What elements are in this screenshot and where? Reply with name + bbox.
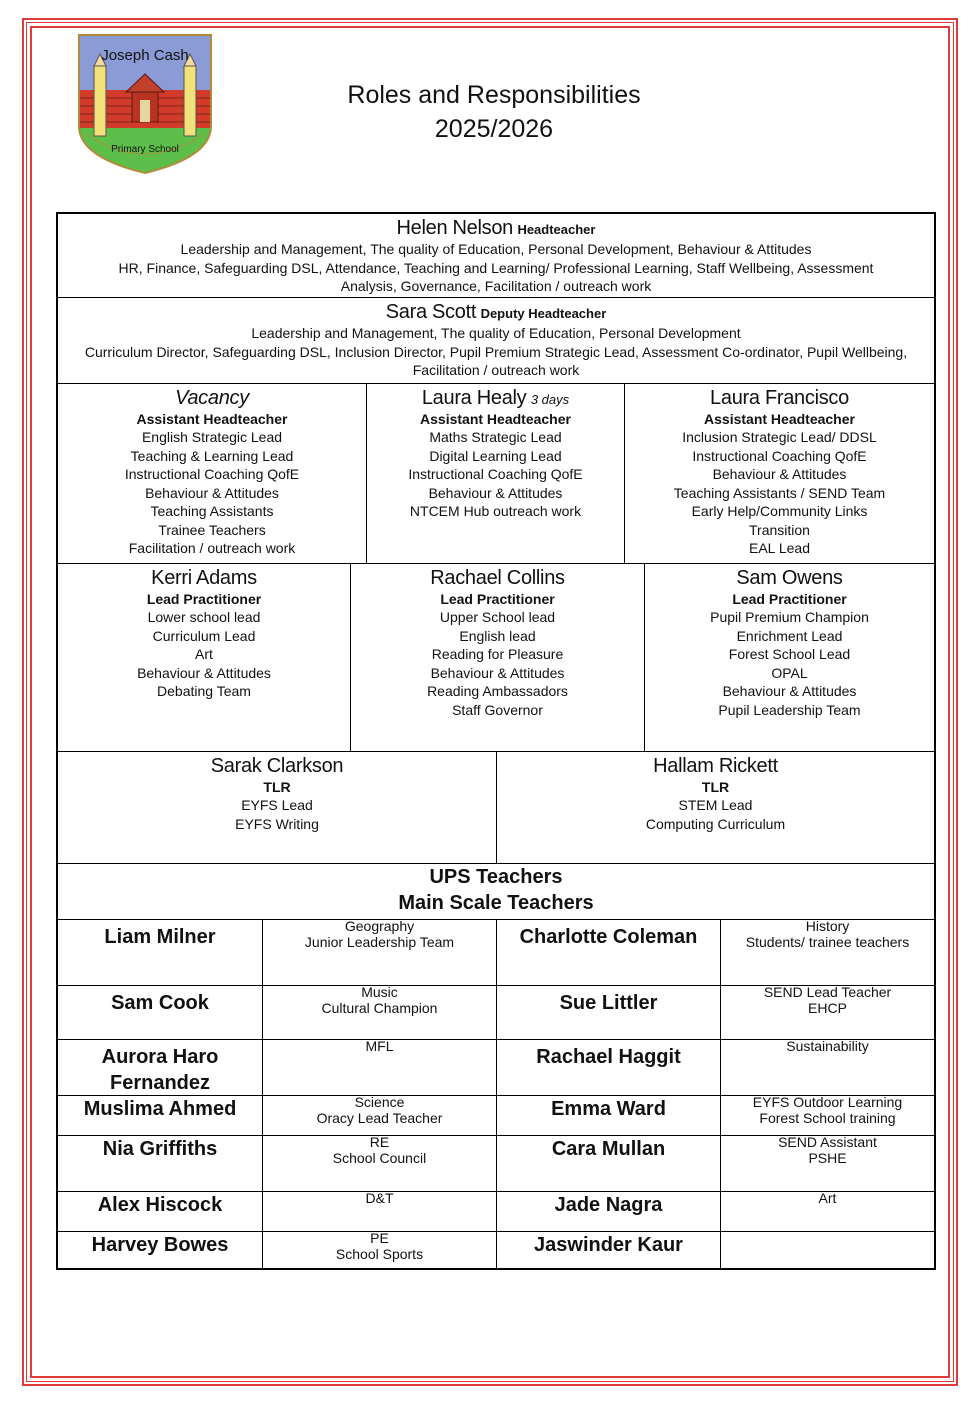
teacher-duties: [262, 920, 496, 985]
duty: Geography: [344, 918, 415, 934]
duty: Curriculum Lead: [152, 627, 256, 644]
duty: EYFS Lead: [241, 797, 313, 813]
duty: Digital Learning Lead: [429, 447, 562, 464]
teacher-name: Sam Cook: [111, 992, 209, 1014]
duty: Science: [354, 1094, 405, 1110]
duty: English Strategic Lead: [141, 429, 283, 445]
duty: Trainee Teachers: [158, 521, 266, 538]
lead-practitioner-card: [350, 564, 644, 751]
duty: Early Help/Community Links: [691, 503, 868, 519]
lead-practitioner-card: [644, 564, 934, 751]
teacher-duties: [262, 986, 496, 1039]
teacher-name: Alex Hiscock: [97, 1194, 223, 1216]
head-line2: HR, Finance, Safeguarding DSL, Attendance, Teaching and Learning/ Professional Learning, Staff Wellbeing, Assessment Analysis, Governance, Facilitation / outreach work: [118, 259, 874, 294]
svg-text:Joseph Cash: Joseph Cash: [101, 47, 189, 64]
duty: Students/ trainee teachers: [745, 934, 910, 950]
lp-role: Lead Practitioner: [440, 591, 555, 607]
table-row: [58, 1232, 934, 1268]
duty: PE: [370, 1230, 389, 1246]
duty: Teaching & Learning Lead: [130, 447, 294, 464]
head-role: Headteacher: [517, 222, 596, 237]
table-row: [58, 1136, 934, 1192]
assistant-role: Assistant Headteacher: [420, 411, 571, 427]
teacher-duties: [262, 1232, 496, 1268]
duty: Behaviour & Attitudes: [137, 664, 271, 681]
duty: MFL: [365, 1038, 394, 1054]
lead-practitioner-row: [58, 564, 934, 752]
duty: Pupil Leadership Team: [718, 701, 861, 718]
teachers-heading-row: [58, 864, 934, 920]
duty: Behaviour & Attitudes: [722, 683, 857, 699]
teacher-duties: [262, 1096, 496, 1135]
assistant-card: [366, 384, 624, 563]
lp-name: Kerri Adams: [151, 567, 257, 589]
duty: Enrichment Lead: [736, 627, 843, 644]
teacher-name: Emma Ward: [496, 1096, 720, 1135]
tlr-row: [58, 752, 934, 864]
teacher-duties: [720, 920, 934, 985]
duty: EYFS Outdoor Learning: [752, 1094, 903, 1110]
duty: Cultural Champion: [321, 1000, 438, 1016]
table-row: [58, 1096, 934, 1136]
teacher-name: Sue Littler: [496, 986, 720, 1039]
duty: SEND Assistant: [778, 1134, 877, 1150]
duty: Oracy Lead Teacher: [316, 1110, 443, 1126]
teacher-duties: [720, 1136, 934, 1191]
duty: Staff Governor: [452, 701, 543, 718]
teacher-name: Nia Griffiths: [102, 1138, 218, 1160]
duty: Art: [195, 646, 213, 662]
duty: Debating Team: [157, 683, 251, 699]
duty: Junior Leadership Team: [304, 934, 455, 950]
lp-role: Lead Practitioner: [146, 591, 262, 607]
assistant-name: Laura Healy: [421, 387, 527, 409]
teacher-name: Cara Mullan: [496, 1136, 720, 1191]
pencil-right-icon: [184, 54, 196, 136]
duty: Computing Curriculum: [645, 815, 786, 832]
duty: Teaching Assistants: [150, 503, 274, 519]
teacher-name: Aurora Haro Fernandez: [101, 1046, 219, 1094]
duty: History: [805, 918, 850, 934]
head-name: Helen Nelson: [396, 217, 513, 239]
duty: Forest School Lead: [728, 646, 851, 662]
teacher-duties: [720, 1096, 934, 1135]
pencil-left-icon: [94, 54, 106, 136]
duty: OPAL: [771, 664, 808, 681]
lp-role: Lead Practitioner: [732, 591, 847, 607]
teacher-name: Jade Nagra: [496, 1192, 720, 1231]
duty: Facilitation / outreach work: [128, 540, 296, 556]
deputy-row: [58, 298, 934, 384]
title-line2: 2025/2026: [434, 115, 554, 143]
teacher-name: Liam Milner: [104, 926, 216, 948]
duty: Behaviour & Attitudes: [145, 484, 279, 501]
teacher-duties: [262, 1136, 496, 1191]
table-row: [58, 920, 934, 986]
table-row: [58, 986, 934, 1040]
roles-table: [56, 212, 936, 1270]
teacher-name: Jaswinder Kaur: [496, 1232, 720, 1268]
duty: Reading for Pleasure: [431, 646, 564, 662]
duty: PSHE: [808, 1150, 847, 1166]
duty: Forest School training: [759, 1110, 896, 1126]
teachers-heading-line1: UPS Teachers: [429, 866, 563, 888]
table-row: [58, 1192, 934, 1232]
teacher-duties: [720, 1192, 934, 1231]
duty: Sustainability: [786, 1038, 869, 1054]
duty: EHCP: [808, 1000, 847, 1016]
table-row: [58, 1040, 934, 1096]
duty: Transition: [749, 521, 810, 538]
teacher-duties: [720, 1232, 934, 1268]
teachers-heading-line2: Main Scale Teachers: [398, 892, 594, 914]
headteacher-row: [58, 214, 934, 298]
duty: Art: [818, 1190, 837, 1206]
assistant-name: Laura Francisco: [710, 387, 849, 409]
tlr-role: TLR: [263, 779, 291, 795]
teacher-duties: [262, 1040, 496, 1095]
deputy-role: Deputy Headteacher: [480, 306, 607, 321]
teacher-name: Harvey Bowes: [91, 1234, 229, 1256]
lp-name: Rachael Collins: [430, 567, 565, 589]
duty: Pupil Premium Champion: [710, 609, 869, 625]
page-title: [300, 78, 688, 146]
assistant-card: [624, 384, 934, 563]
tlr-name: Hallam Rickett: [653, 755, 778, 777]
duty: Maths Strategic Lead: [429, 429, 562, 445]
assistant-card: [58, 384, 366, 563]
assistant-row: [58, 384, 934, 564]
duty: Instructional Coaching QofE: [124, 466, 300, 482]
head-line1: Leadership and Management, The quality of Education, Personal Development, Behaviour & Attitudes: [180, 241, 812, 257]
duty: Instructional Coaching QofE: [408, 466, 583, 482]
duty: Lower school lead: [147, 609, 261, 625]
lp-name: Sam Owens: [736, 567, 843, 589]
duty: Instructional Coaching QofE: [692, 447, 867, 464]
tlr-role: TLR: [701, 779, 730, 795]
assistant-role: Assistant Headteacher: [704, 411, 855, 427]
duty: Behaviour & Attitudes: [428, 484, 563, 501]
duty: D&T: [365, 1190, 394, 1206]
duty: School Sports: [335, 1246, 424, 1262]
deputy-line2: Curriculum Director, Safeguarding DSL, Inclusion Director, Pupil Premium Strategic Lead, Assessment Co-ordinator, Pupil Wellbeing, Facilitation / outreach work: [84, 343, 908, 378]
duty: STEM Lead: [678, 797, 753, 813]
duty: Inclusion Strategic Lead/ DDSL: [682, 429, 877, 445]
assistant-note: 3 days: [530, 392, 570, 407]
tlr-card: [58, 752, 496, 863]
tlr-card: [496, 752, 934, 863]
tlr-name: Sarak Clarkson: [210, 755, 344, 777]
deputy-name: Sara Scott: [385, 301, 477, 323]
duty: SEND Lead Teacher: [763, 984, 892, 1000]
duty: English lead: [459, 627, 536, 644]
duty: Music: [361, 984, 398, 1000]
duty: School Council: [332, 1150, 427, 1166]
teacher-name: Rachael Haggit: [496, 1040, 720, 1095]
duty: EYFS Writing: [235, 815, 319, 832]
teacher-name: Muslima Ahmed: [83, 1098, 237, 1120]
duty: Behaviour & Attitudes: [712, 466, 847, 482]
duty: Upper School lead: [439, 609, 556, 625]
duty: Reading Ambassadors: [427, 683, 568, 699]
duty: NTCEM Hub outreach work: [409, 503, 582, 519]
teacher-duties: [262, 1192, 496, 1231]
teacher-duties: [720, 1040, 934, 1095]
deputy-line1: Leadership and Management, The quality of Education, Personal Development: [251, 325, 741, 341]
teacher-name: Charlotte Coleman: [496, 920, 720, 985]
school-crest-logo: [76, 34, 214, 174]
duty: RE: [369, 1134, 390, 1150]
duty: Behaviour & Attitudes: [430, 664, 565, 681]
duty: EAL Lead: [749, 540, 810, 556]
duty: Teaching Assistants / SEND Team: [673, 484, 886, 501]
svg-text:Primary School: Primary School: [111, 144, 179, 155]
assistant-role: Assistant Headteacher: [136, 411, 288, 427]
title-line1: Roles and Responsibilities: [347, 81, 641, 109]
teacher-duties: [720, 986, 934, 1039]
assistant-name: Vacancy: [175, 387, 249, 409]
lead-practitioner-card: [58, 564, 350, 751]
